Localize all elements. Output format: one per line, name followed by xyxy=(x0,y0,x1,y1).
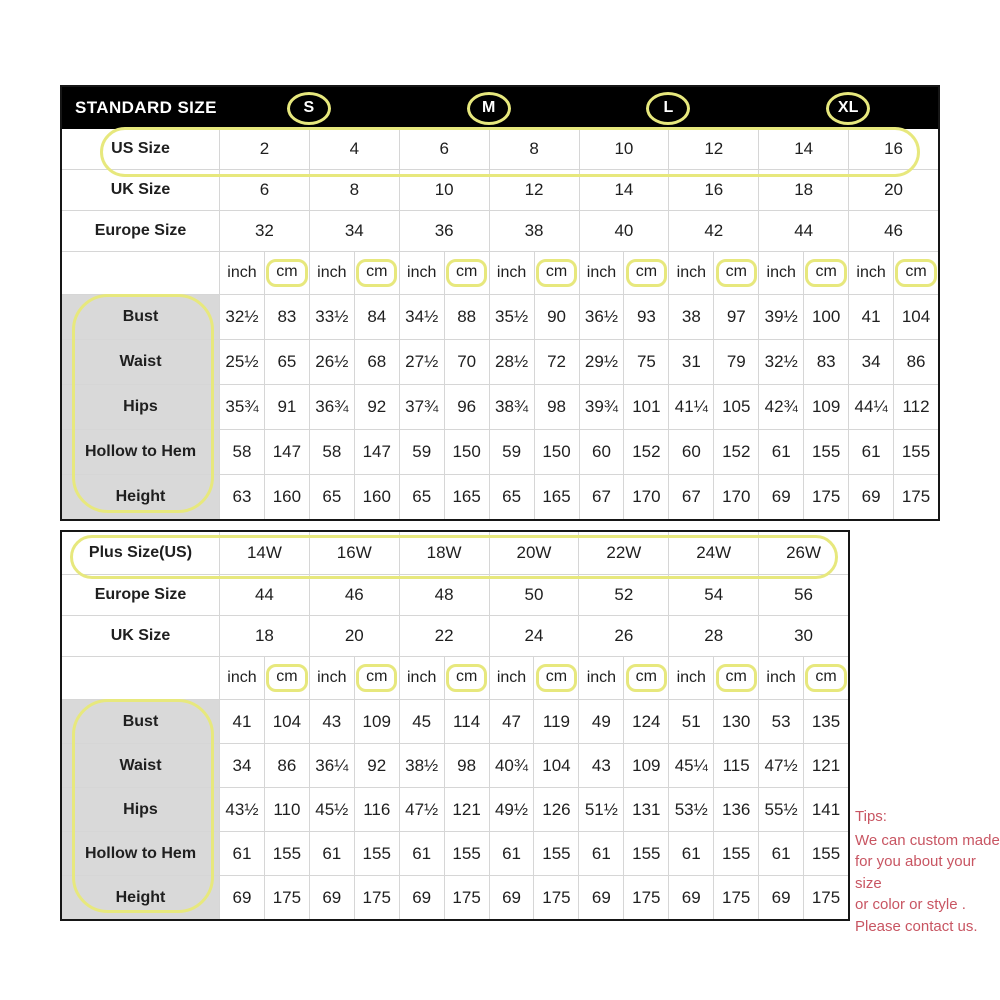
table-cell: 155 xyxy=(533,831,578,875)
unit-cm-cell xyxy=(354,656,399,699)
unit-cm-cell xyxy=(534,251,579,294)
table-cell: 65 xyxy=(264,339,309,384)
table-cell: 38½ xyxy=(399,743,444,787)
table-cell: 69 xyxy=(758,875,803,919)
table-cell: 109 xyxy=(803,384,848,429)
table-cell: 59 xyxy=(399,429,444,474)
row-label: Height xyxy=(62,875,219,919)
table-cell: 69 xyxy=(309,875,354,919)
standard-size-grid xyxy=(62,129,938,519)
table-cell: 41 xyxy=(848,294,893,339)
table-cell: 114 xyxy=(444,699,489,743)
table-cell: 79 xyxy=(713,339,758,384)
unit-inch-cell: inch xyxy=(219,251,264,294)
table-cell: 59 xyxy=(489,429,534,474)
table-cell: 160 xyxy=(264,474,309,519)
row-label: UK Size xyxy=(62,615,219,656)
size-cell: 14 xyxy=(758,129,848,169)
table-cell: 41¼ xyxy=(668,384,713,429)
table-cell: 49½ xyxy=(489,787,534,831)
table-cell: 65 xyxy=(309,474,354,519)
cm-highlight: cm xyxy=(266,259,307,287)
table-cell: 96 xyxy=(444,384,489,429)
size-cell: 18 xyxy=(758,169,848,210)
table-cell: 152 xyxy=(713,429,758,474)
table-cell: 43 xyxy=(309,699,354,743)
size-badge-slot xyxy=(399,87,579,129)
unit-inch-cell: inch xyxy=(309,251,354,294)
size-badges xyxy=(219,87,938,129)
size-cell: 48 xyxy=(399,574,489,615)
unit-cm-cell xyxy=(533,656,578,699)
table-cell: 69 xyxy=(848,474,893,519)
table-cell: 175 xyxy=(533,875,578,919)
table-cell: 65 xyxy=(489,474,534,519)
unit-inch-cell: inch xyxy=(758,251,803,294)
plus-size-grid xyxy=(62,532,848,919)
unit-cm-cell xyxy=(713,656,758,699)
size-cell: 12 xyxy=(489,169,579,210)
table-cell: 97 xyxy=(713,294,758,339)
table-cell: 141 xyxy=(803,787,848,831)
size-cell: 8 xyxy=(309,169,399,210)
table-cell: 175 xyxy=(803,875,848,919)
table-cell: 61 xyxy=(578,831,623,875)
size-cell: 18 xyxy=(219,615,309,656)
table-cell: 36¾ xyxy=(309,384,354,429)
unit-inch-cell: inch xyxy=(399,251,444,294)
size-cell: 14W xyxy=(219,532,309,574)
cm-highlight: cm xyxy=(716,664,757,692)
row-label: Waist xyxy=(62,743,219,787)
table-cell: 36¼ xyxy=(309,743,354,787)
table-cell: 98 xyxy=(444,743,489,787)
standard-size-title: STANDARD SIZE xyxy=(75,98,217,117)
table-cell: 88 xyxy=(444,294,489,339)
table-cell: 109 xyxy=(354,699,399,743)
unit-inch-cell: inch xyxy=(489,656,534,699)
size-cell: 44 xyxy=(219,574,309,615)
table-cell: 45¼ xyxy=(668,743,713,787)
table-cell: 105 xyxy=(713,384,758,429)
table-cell: 131 xyxy=(623,787,668,831)
table-cell: 116 xyxy=(354,787,399,831)
table-cell: 84 xyxy=(354,294,399,339)
table-cell: 175 xyxy=(354,875,399,919)
table-cell: 165 xyxy=(444,474,489,519)
unit-inch-cell: inch xyxy=(578,656,623,699)
table-cell: 69 xyxy=(489,875,534,919)
size-cell: 32 xyxy=(219,210,309,251)
unit-cm-cell xyxy=(803,251,848,294)
table-cell: 49 xyxy=(578,699,623,743)
unit-cm-cell xyxy=(264,251,309,294)
table-cell: 60 xyxy=(668,429,713,474)
table-cell: 34 xyxy=(848,339,893,384)
table-cell: 155 xyxy=(713,831,758,875)
table-cell: 43½ xyxy=(219,787,264,831)
size-badge: XL xyxy=(826,92,870,125)
table-cell: 83 xyxy=(803,339,848,384)
unit-cm-cell xyxy=(444,656,489,699)
unit-inch-cell: inch xyxy=(668,251,713,294)
size-badge-slot xyxy=(758,87,938,129)
unit-cm-cell xyxy=(803,656,848,699)
table-cell: 86 xyxy=(893,339,938,384)
table-cell: 115 xyxy=(713,743,758,787)
size-cell: 38 xyxy=(489,210,579,251)
size-cell: 20 xyxy=(309,615,399,656)
plus-size-table xyxy=(60,530,850,921)
table-cell: 45½ xyxy=(309,787,354,831)
size-cell: 26 xyxy=(578,615,668,656)
table-cell: 155 xyxy=(803,831,848,875)
tips-title: Tips: xyxy=(855,808,887,825)
table-cell: 43 xyxy=(578,743,623,787)
table-cell: 92 xyxy=(354,384,399,429)
table-cell: 150 xyxy=(444,429,489,474)
table-cell: 39½ xyxy=(758,294,803,339)
unit-inch-cell: inch xyxy=(668,656,713,699)
size-cell: 18W xyxy=(399,532,489,574)
size-cell: 24 xyxy=(489,615,579,656)
unit-inch-cell: inch xyxy=(399,656,444,699)
row-label: Europe Size xyxy=(62,574,219,615)
table-cell: 51 xyxy=(668,699,713,743)
unit-inch-cell: inch xyxy=(309,656,354,699)
table-cell: 175 xyxy=(623,875,668,919)
table-cell: 100 xyxy=(803,294,848,339)
table-cell: 110 xyxy=(264,787,309,831)
table-cell: 28½ xyxy=(489,339,534,384)
cm-highlight: cm xyxy=(805,664,846,692)
table-cell: 91 xyxy=(264,384,309,429)
table-cell: 93 xyxy=(623,294,668,339)
table-cell: 119 xyxy=(533,699,578,743)
table-cell: 104 xyxy=(264,699,309,743)
table-cell: 67 xyxy=(579,474,624,519)
table-cell: 135 xyxy=(803,699,848,743)
table-cell: 170 xyxy=(623,474,668,519)
unit-cm-cell xyxy=(623,656,668,699)
unit-row-label xyxy=(62,656,219,699)
row-label: Europe Size xyxy=(62,210,219,251)
size-cell: 42 xyxy=(668,210,758,251)
cm-highlight: cm xyxy=(446,259,487,287)
size-cell: 16 xyxy=(668,169,758,210)
table-cell: 90 xyxy=(534,294,579,339)
table-cell: 61 xyxy=(758,429,803,474)
size-cell: 20W xyxy=(489,532,579,574)
table-cell: 155 xyxy=(354,831,399,875)
unit-cm-cell xyxy=(893,251,938,294)
table-cell: 58 xyxy=(309,429,354,474)
table-cell: 69 xyxy=(668,875,713,919)
cm-highlight: cm xyxy=(716,259,757,287)
table-cell: 33½ xyxy=(309,294,354,339)
size-badge-slot xyxy=(579,87,759,129)
table-cell: 68 xyxy=(354,339,399,384)
table-cell: 104 xyxy=(533,743,578,787)
table-cell: 61 xyxy=(219,831,264,875)
table-cell: 61 xyxy=(758,831,803,875)
table-cell: 47 xyxy=(489,699,534,743)
table-cell: 37¾ xyxy=(399,384,444,429)
table-cell: 155 xyxy=(444,831,489,875)
table-cell: 112 xyxy=(893,384,938,429)
table-cell: 40¾ xyxy=(489,743,534,787)
size-cell: 56 xyxy=(758,574,848,615)
size-cell: 10 xyxy=(579,129,669,169)
size-cell: 4 xyxy=(309,129,399,169)
cm-highlight: cm xyxy=(356,664,397,692)
table-cell: 104 xyxy=(893,294,938,339)
unit-cm-cell xyxy=(444,251,489,294)
table-cell: 29½ xyxy=(579,339,624,384)
size-badge-slot xyxy=(219,87,399,129)
table-cell: 175 xyxy=(893,474,938,519)
row-label: Waist xyxy=(62,339,219,384)
unit-inch-cell: inch xyxy=(848,251,893,294)
unit-inch-cell: inch xyxy=(219,656,264,699)
size-cell: 50 xyxy=(489,574,579,615)
tips-line: Please contact us. xyxy=(855,917,978,935)
table-cell: 69 xyxy=(399,875,444,919)
size-cell: 28 xyxy=(668,615,758,656)
table-cell: 32½ xyxy=(758,339,803,384)
table-cell: 47½ xyxy=(758,743,803,787)
table-cell: 53 xyxy=(758,699,803,743)
unit-inch-cell: inch xyxy=(579,251,624,294)
table-cell: 170 xyxy=(713,474,758,519)
row-label: Hips xyxy=(62,384,219,429)
table-cell: 34½ xyxy=(399,294,444,339)
size-cell: 12 xyxy=(668,129,758,169)
table-cell: 69 xyxy=(219,875,264,919)
table-cell: 92 xyxy=(354,743,399,787)
table-cell: 51½ xyxy=(578,787,623,831)
row-label: Bust xyxy=(62,294,219,339)
row-label: Bust xyxy=(62,699,219,743)
cm-highlight: cm xyxy=(446,664,487,692)
unit-cm-cell xyxy=(623,251,668,294)
table-cell: 155 xyxy=(893,429,938,474)
table-cell: 121 xyxy=(444,787,489,831)
size-cell: 6 xyxy=(399,129,489,169)
table-cell: 165 xyxy=(534,474,579,519)
table-cell: 55½ xyxy=(758,787,803,831)
cm-highlight: cm xyxy=(626,664,667,692)
size-cell: 16 xyxy=(848,129,938,169)
table-cell: 121 xyxy=(803,743,848,787)
size-cell: 30 xyxy=(758,615,848,656)
row-label: US Size xyxy=(62,129,219,169)
tips-note xyxy=(855,806,1000,937)
table-cell: 61 xyxy=(309,831,354,875)
table-cell: 101 xyxy=(623,384,668,429)
size-cell: 14 xyxy=(579,169,669,210)
table-cell: 160 xyxy=(354,474,399,519)
table-cell: 98 xyxy=(534,384,579,429)
cm-highlight: cm xyxy=(895,259,936,287)
unit-inch-cell: inch xyxy=(489,251,534,294)
table-cell: 35½ xyxy=(489,294,534,339)
size-cell: 44 xyxy=(758,210,848,251)
table-cell: 155 xyxy=(264,831,309,875)
size-cell: 54 xyxy=(668,574,758,615)
cm-highlight: cm xyxy=(805,259,846,287)
table-cell: 147 xyxy=(354,429,399,474)
unit-cm-cell xyxy=(264,656,309,699)
row-label: Hips xyxy=(62,787,219,831)
row-label: Height xyxy=(62,474,219,519)
table-cell: 155 xyxy=(623,831,668,875)
size-cell: 16W xyxy=(309,532,399,574)
table-cell: 38 xyxy=(668,294,713,339)
table-cell: 109 xyxy=(623,743,668,787)
cm-highlight: cm xyxy=(266,664,307,692)
size-cell: 6 xyxy=(219,169,309,210)
table-cell: 65 xyxy=(399,474,444,519)
size-cell: 2 xyxy=(219,129,309,169)
unit-row-label xyxy=(62,251,219,294)
table-cell: 175 xyxy=(713,875,758,919)
standard-size-header xyxy=(62,87,938,129)
table-cell: 155 xyxy=(803,429,848,474)
table-cell: 32½ xyxy=(219,294,264,339)
cm-highlight: cm xyxy=(536,259,577,287)
table-cell: 45 xyxy=(399,699,444,743)
size-cell: 36 xyxy=(399,210,489,251)
table-cell: 130 xyxy=(713,699,758,743)
table-cell: 61 xyxy=(399,831,444,875)
table-cell: 44¼ xyxy=(848,384,893,429)
table-cell: 34 xyxy=(219,743,264,787)
size-cell: 46 xyxy=(848,210,938,251)
table-cell: 124 xyxy=(623,699,668,743)
size-cell: 40 xyxy=(579,210,669,251)
table-cell: 47½ xyxy=(399,787,444,831)
unit-inch-cell: inch xyxy=(758,656,803,699)
table-cell: 83 xyxy=(264,294,309,339)
table-cell: 39¾ xyxy=(579,384,624,429)
standard-size-table xyxy=(60,85,940,521)
table-cell: 38¾ xyxy=(489,384,534,429)
size-cell: 26W xyxy=(758,532,848,574)
size-cell: 8 xyxy=(489,129,579,169)
table-cell: 25½ xyxy=(219,339,264,384)
tips-line: for you about your size xyxy=(855,853,976,892)
size-cell: 34 xyxy=(309,210,399,251)
table-cell: 69 xyxy=(758,474,803,519)
size-cell: 10 xyxy=(399,169,489,210)
table-cell: 147 xyxy=(264,429,309,474)
size-cell: 22W xyxy=(578,532,668,574)
size-badge: L xyxy=(646,92,690,125)
table-cell: 61 xyxy=(848,429,893,474)
cm-highlight: cm xyxy=(626,259,667,287)
unit-cm-cell xyxy=(713,251,758,294)
table-cell: 42¾ xyxy=(758,384,803,429)
table-cell: 175 xyxy=(803,474,848,519)
table-cell: 72 xyxy=(534,339,579,384)
row-label: UK Size xyxy=(62,169,219,210)
table-cell: 69 xyxy=(578,875,623,919)
table-cell: 175 xyxy=(264,875,309,919)
table-cell: 86 xyxy=(264,743,309,787)
table-cell: 152 xyxy=(623,429,668,474)
cm-highlight: cm xyxy=(536,664,577,692)
table-cell: 61 xyxy=(489,831,534,875)
size-badge: M xyxy=(467,92,511,125)
size-cell: 52 xyxy=(578,574,668,615)
table-cell: 35¾ xyxy=(219,384,264,429)
table-cell: 175 xyxy=(444,875,489,919)
size-badge: S xyxy=(287,92,331,125)
table-cell: 53½ xyxy=(668,787,713,831)
row-label: Hollow to Hem xyxy=(62,429,219,474)
table-cell: 36½ xyxy=(579,294,624,339)
tips-line: or color or style . xyxy=(855,896,966,913)
table-cell: 67 xyxy=(668,474,713,519)
cm-highlight: cm xyxy=(356,259,397,287)
table-cell: 58 xyxy=(219,429,264,474)
size-cell: 24W xyxy=(668,532,758,574)
table-cell: 70 xyxy=(444,339,489,384)
table-cell: 75 xyxy=(623,339,668,384)
size-cell: 22 xyxy=(399,615,489,656)
table-cell: 41 xyxy=(219,699,264,743)
row-label: Plus Size(US) xyxy=(62,532,219,574)
unit-cm-cell xyxy=(354,251,399,294)
table-cell: 26½ xyxy=(309,339,354,384)
size-cell: 20 xyxy=(848,169,938,210)
table-cell: 60 xyxy=(579,429,624,474)
row-label: Hollow to Hem xyxy=(62,831,219,875)
table-cell: 31 xyxy=(668,339,713,384)
table-cell: 136 xyxy=(713,787,758,831)
table-cell: 63 xyxy=(219,474,264,519)
tips-line: We can custom made xyxy=(855,831,1000,849)
table-cell: 126 xyxy=(533,787,578,831)
table-cell: 150 xyxy=(534,429,579,474)
size-cell: 46 xyxy=(309,574,399,615)
table-cell: 61 xyxy=(668,831,713,875)
table-cell: 27½ xyxy=(399,339,444,384)
